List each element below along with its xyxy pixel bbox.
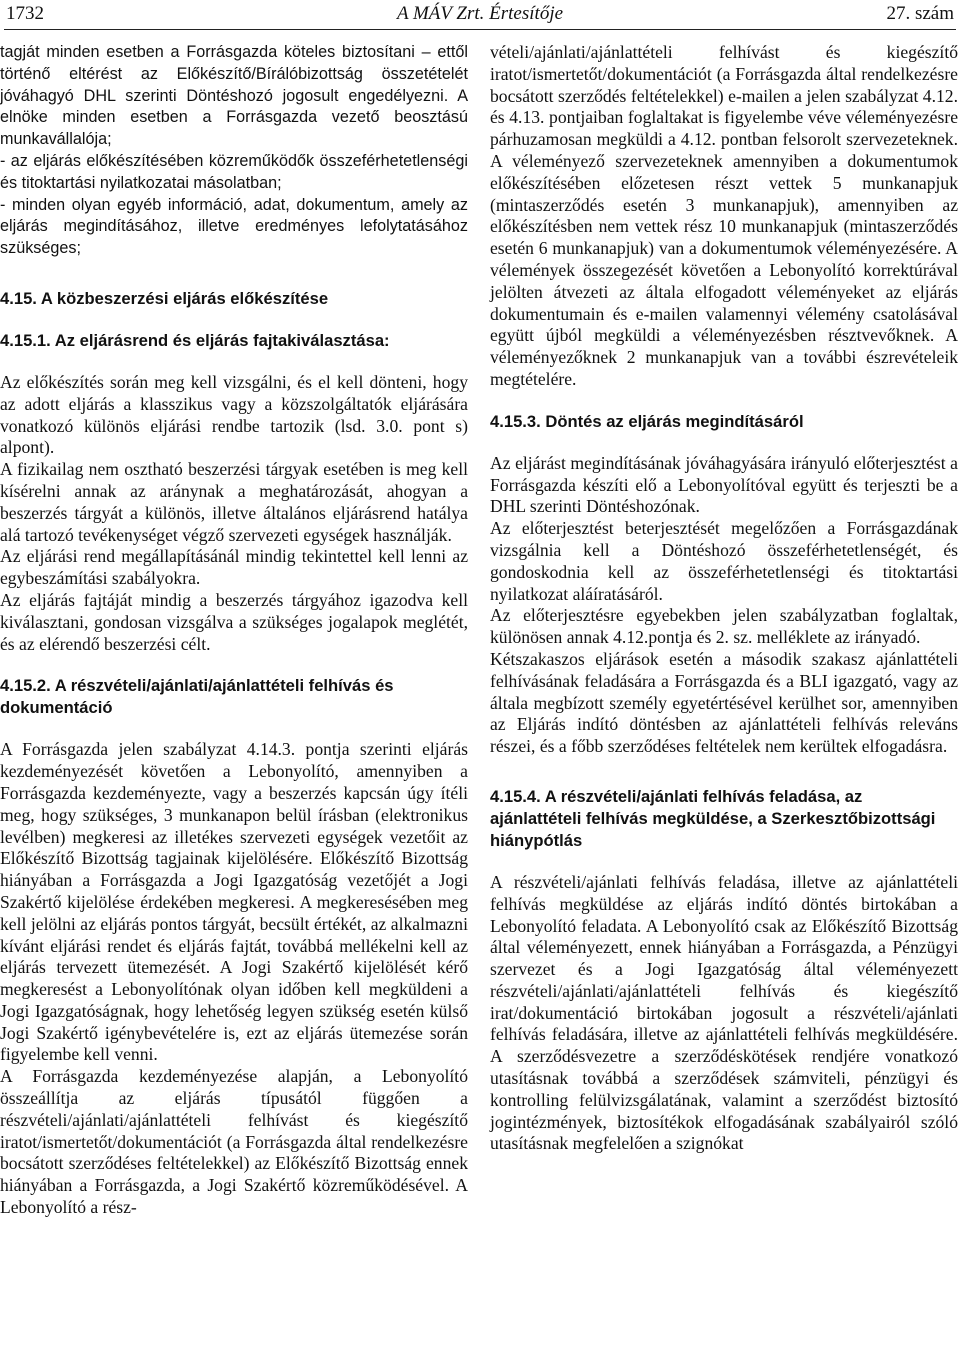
paragraph: Az eljárás fajtáját mindig a beszerzés tárgyához igazodva kell kiválasztani, gondosan vizsgálva a szükséges jogalapok meglétét, és az elérendő beszerzési célt.	[0, 589, 468, 654]
subsection-heading: 4.15.4. A részvételi/ajánlati felhívás feladása, az ajánlattételi felhívás megküldése, a Szerkesztőbizottsági hiánypótlás	[490, 786, 936, 850]
paragraph: vételi/ajánlati/ajánlattételi felhívást és kiegészítő iratot/ismertetőt/dokumentációt (a Forrásgazda által rendelkezésre bocsátott szerződés feltételekkel) e-mailen a jelen szabályzat 4.12. és 4.13. pontjaiban foglaltakat is figyelembe véve véleményezésre párhuzamosan megküldi a 4.12. pontban felsorolt szervezeteknek. A véleményező szervezeteknek amennyiben a dokumentumok előkészítésében előzetesen részt vettek 5 munkanapjuk (mintaszerződés esetén 3 munkanapjuk), amennyiben az előkészítésben nem vettek rész 10 munkanapjuk (mintaszerződés esetén 6 munkanapjuk) van a dokumentumok véleményezésére. A vélemények összegezését követően a Lebonyolító korrektúrával jelölten átvezeti az általa elfogadott véleményeket az eljárás dokumentumain és e-mailen valamennyi vélemény csatolásával együtt újból megküldi a véleményezésben résztvevőknek. A véleményezőknek 2 munkanapjuk van a további észrevételeik megtételére.	[490, 42, 958, 389]
header-rule	[4, 29, 956, 30]
page-number: 1732	[6, 3, 44, 24]
publication-title: A MÁV Zrt. Értesítője	[396, 3, 564, 24]
paragraph: tagját minden esetben a Forrásgazda köteles biztosítani – ettől történő eltérést az Előkészítő/Bírálóbizottság összetételét jóváhagyó DHL szerinti Döntéshozó jogosult engedélyezni. A elnöke minden esetben a Forrásgazda vezető beosztású munkavállalója;	[0, 43, 468, 149]
subsection-heading: 4.15.2. A részvételi/ajánlati/ajánlattételi felhívás és dokumentáció	[0, 676, 394, 718]
paragraph: Az előkészítés során meg kell vizsgálni, és el kell dönteni, hogy az adott eljárás a klasszikus vagy a közszolgáltatók eljárására vonatkozó különös eljárási rendbe tartozik (lsd. 3.0. pont s) alpont).	[0, 371, 468, 458]
paragraph: Az előterjesztésre egyebekben jelen szabályzatban foglaltak, különösen annak 4.12.pontja és 2. sz. melléklete az irányadó.	[490, 605, 958, 648]
subsection-heading: 4.15.1. Az eljárásrend és eljárás fajtakiválasztása:	[0, 330, 390, 350]
paragraph: A részvételi/ajánlati felhívás feladása, illetve az ajánlattételi felhívás megküldése az eljárás indító döntés birtokában a Lebonyolító feladata. A Lebonyolító csak az Előkészítő Bizottság által véleményezett, ennek hiányában a Forrásgazda, a Pénzügyi szervezet és a Jogi Igazgatóság által véleményezett részvételi/ajánlati/ajánlattételi felhívás és kiegészítő irat/dokumentáció birtokában jogosult a részvételi/ajánlati felhívás feladására, illetve az ajánlattételi felhívás megküldésére. A szerződésvezetre a szerződéskötések rendjére vonatkozó utasításnak továbbá a szerződések számviteli, pénzügyi és kontrolling felülvizsgálatának, valamint a szerződést biztosító jogintézmények, biztosítékok elfogadásának szabályairól szóló utasításnak megfelelően a szignókat	[490, 871, 958, 1154]
subsection-heading: 4.15.3. Döntés az eljárás megindításáról	[490, 411, 804, 431]
issue-number: 27. szám	[886, 3, 954, 24]
left-column	[0, 42, 468, 1219]
paragraph: A fizikailag nem osztható beszerzési tárgyak esetében is meg kell kísérelni annak az aránynak a meghatározását, ahogyan a beszerzés tárgyát a különös, illetve általános eljárásrend hatálya alá tartozó tevékenységet végző szervezeti egységek használják.	[0, 459, 468, 545]
paragraph: A Forrásgazda kezdeményezése alapján, a Lebonyolító összeállítja az eljárás típusától függően a részvételi/ajánlati/ajánlattételi felhívást és kiegészítő iratot/ismertetőt/dokumentációt (a Forrásgazda által rendelkezésre bocsátott szerződéses feltételekkel) az Előkészítő Bizottság ennek hiányában a Forrásgazda, a Jogi Szakértő közreműködésével. A Lebonyolító a rész-	[0, 1066, 468, 1218]
paragraph: Az eljárási rend megállapításánál mindig tekintettel kell lenni az egybeszámítási szabályokra.	[0, 546, 468, 589]
paragraph: A Forrásgazda jelen szabályzat 4.14.3. pontja szerinti eljárás kezdeményezését követően a Lebonyolító, amennyiben a Forrásgazda kezdeményezte, vagy a beszerzés kapcsán úgy ítéli meg, hogy szükséges, 3 munkanapon belül írásban (elektronikus levélben) megkeresi az illetékes szervezeti egységek vezetőit az Előkészítő Bizottság tagjainak kijelölésére. Előkészítő Bizottság hiányában a Forrásgazda a Jogi Igazgatóság vezetőjét a Jogi Szakértő kijelölése érdekében megkeresi. A megkeresésében meg kell jelölni az eljárás pontos tárgyát, becsült értékét, az alkalmazni kívánt eljárási rendet és eljárás fajtát, továbbá mellékelni kell az eljárás tervezett ütemezését. A Jogi Szakértő kijelölését kérő megkeresést a Lebonyolítónak olyan időben kell megküldeni a Jogi Igazgatóságnak, hogy lehetőség legyen szükség esetén külső Jogi Szakértő igénybevételére is, ezt az eljárás ütemezése során figyelembe kell venni.	[0, 739, 468, 1065]
section-heading: 4.15. A közbeszerzési eljárás előkészítése	[0, 288, 329, 308]
paragraph: Az eljárást megindításának jóváhagyására irányuló előterjesztést a Forrásgazda készíti elő a Lebonyolítóval együtt és terjeszti be a DHL szerinti Döntéshozónak.	[490, 452, 958, 517]
paragraph: Az előterjesztést beterjesztését megelőzően a Forrásgazdának vizsgálnia kell a Döntéshozó összeférhetetlenségét, és gondoskodnia kell az összeférhetetlenségi és titoktartási nyilatkozat aláíratásáról.	[490, 518, 958, 604]
right-column	[490, 42, 958, 1155]
list-item: - minden olyan egyéb információ, adat, dokumentum, amely az eljárás megindításához, illetve eredményes lefolytatásához szükséges;	[0, 195, 468, 258]
paragraph: Kétszakaszos eljárások esetén a második szakasz ajánlattételi felhívásának feladására a Forrásgazda és a BLI igazgató, vagy az általa megbízott személy egyetértésével kerülhet sor, amennyiben az Eljárás indító döntésben az ajánlattételi felhívás releváns részei, és a főbb szerződéses feltételek nem kerültek elfogadásra.	[490, 648, 958, 757]
list-item: - az eljárás előkészítésében közreműködők összeférhetetlenségi és titoktartási nyilatkozatai másolatban;	[0, 151, 468, 192]
running-header	[0, 0, 960, 32]
